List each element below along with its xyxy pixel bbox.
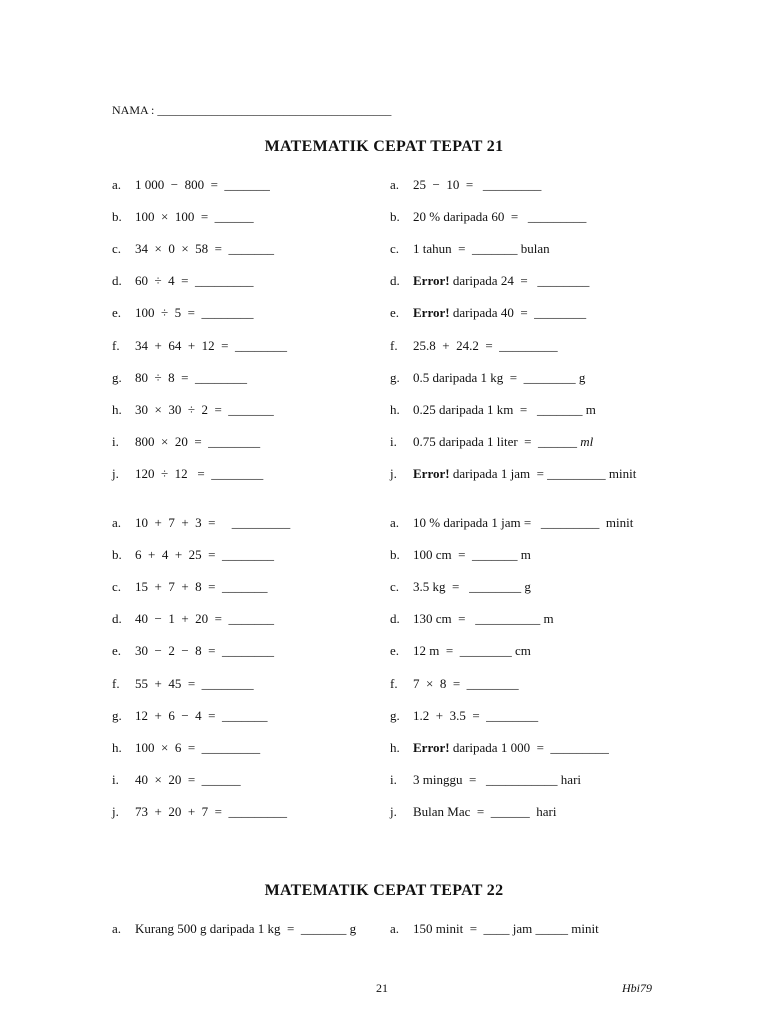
- question-row: [390, 739, 609, 757]
- question-text: 100 ÷ 5 = ________: [135, 305, 254, 320]
- question-letter: a.: [390, 515, 400, 530]
- question-text: 30 − 2 − 8 = ________: [135, 643, 274, 658]
- question-row: [390, 240, 550, 258]
- question-row: [390, 610, 554, 628]
- error-marker: Error!: [413, 305, 450, 320]
- question-row: [112, 176, 270, 194]
- question-text: 100 cm = _______ m: [413, 547, 531, 562]
- question-text: 25.8 + 24.2 = _________: [413, 338, 558, 353]
- question-letter: i.: [390, 772, 397, 787]
- question-text: 100 × 6 = _________: [135, 740, 261, 755]
- question-letter: c.: [390, 241, 400, 256]
- question-text: 1 000 − 800 = _______: [135, 177, 270, 192]
- question-text: Bulan Mac = ______ hari: [413, 804, 557, 819]
- question-letter: b.: [390, 209, 400, 224]
- question-row: [112, 803, 287, 821]
- question-letter: g.: [112, 370, 122, 385]
- question-letter: j.: [390, 804, 397, 819]
- question-text: 55 + 45 = ________: [135, 676, 254, 691]
- error-marker: Error!: [413, 273, 450, 288]
- question-text: 6 + 4 + 25 = ________: [135, 547, 274, 562]
- question-letter: e.: [112, 305, 122, 320]
- question-letter: i.: [390, 434, 397, 449]
- error-marker: Error!: [413, 740, 450, 755]
- question-row: [390, 546, 531, 564]
- question-text: 73 + 20 + 7 = _________: [135, 804, 287, 819]
- question-letter: h.: [112, 402, 122, 417]
- question-text: Kurang 500 g daripada 1 kg = _______ g: [135, 921, 357, 936]
- question-row: [112, 610, 274, 628]
- question-row: [390, 578, 531, 596]
- question-letter: d.: [112, 273, 122, 288]
- question-letter: a.: [112, 515, 122, 530]
- question-row: [390, 771, 581, 789]
- question-letter: f.: [112, 676, 120, 691]
- question-row: [112, 739, 260, 757]
- question-letter: h.: [390, 740, 400, 755]
- question-text: 7 × 8 = ________: [413, 676, 519, 691]
- question-text: 0.5 daripada 1 kg = ________ g: [413, 370, 586, 385]
- question-text: 1.2 + 3.5 = ________: [413, 708, 539, 723]
- question-row: [112, 433, 260, 451]
- question-text: daripada 1 000 = _________: [449, 740, 609, 755]
- name-line: NAMA : _______________________________________: [112, 103, 392, 117]
- question-letter: b.: [390, 547, 400, 562]
- question-text: 10 + 7 + 3 = _________: [135, 515, 291, 530]
- question-letter: d.: [112, 611, 122, 626]
- question-text: 130 cm = __________ m: [413, 611, 554, 626]
- question-text: 30 × 30 ÷ 2 = _______: [135, 402, 274, 417]
- question-row: [390, 304, 586, 322]
- question-text: 40 × 20 = ______: [135, 772, 241, 787]
- question-letter: c.: [112, 241, 122, 256]
- question-letter: a.: [112, 177, 122, 192]
- question-letter: a.: [390, 921, 400, 936]
- question-text: 3.5 kg = ________ g: [413, 579, 531, 594]
- question-letter: b.: [112, 547, 122, 562]
- question-letter: f.: [390, 338, 398, 353]
- unit-label: ml: [580, 434, 594, 449]
- question-text: 20 % daripada 60 = _________: [413, 209, 587, 224]
- question-text: 120 ÷ 12 = ________: [135, 466, 264, 481]
- question-letter: e.: [112, 643, 122, 658]
- question-letter: c.: [390, 579, 400, 594]
- question-text: 80 ÷ 8 = ________: [135, 370, 247, 385]
- question-text: 800 × 20 = ________: [135, 434, 261, 449]
- question-row: [390, 433, 593, 451]
- question-row: [112, 707, 268, 725]
- question-row: [390, 208, 586, 226]
- question-row: [112, 240, 274, 258]
- question-letter: h.: [112, 740, 122, 755]
- question-letter: b.: [112, 209, 122, 224]
- question-text: 34 × 0 × 58 = _______: [135, 241, 274, 256]
- question-letter: c.: [112, 579, 122, 594]
- question-row: [390, 176, 541, 194]
- question-row: [112, 578, 268, 596]
- question-text: 1 tahun = _______ bulan: [413, 241, 550, 256]
- question-letter: i.: [112, 434, 119, 449]
- question-letter: g.: [390, 708, 400, 723]
- question-letter: j.: [112, 466, 119, 481]
- question-row: [112, 337, 287, 355]
- question-row: [390, 642, 531, 660]
- question-text: daripada 1 jam = _________ minit: [449, 466, 637, 481]
- question-row: [112, 272, 253, 290]
- question-text: daripada 24 = ________: [449, 273, 590, 288]
- question-row: [112, 208, 254, 226]
- question-row: [390, 337, 558, 355]
- worksheet-title-22: MATEMATIK CEPAT TEPAT 22: [264, 882, 504, 899]
- question-letter: a.: [390, 177, 400, 192]
- question-row: [112, 369, 247, 387]
- question-row: [112, 465, 263, 483]
- question-row: [112, 514, 290, 532]
- question-text: 10 % daripada 1 jam = _________ minit: [413, 515, 634, 530]
- question-letter: g.: [112, 708, 122, 723]
- page-number: 21: [376, 981, 388, 995]
- question-row: [390, 920, 599, 938]
- question-letter: h.: [390, 402, 400, 417]
- question-row: [112, 920, 356, 938]
- question-text: 0.75 daripada 1 liter = ______: [413, 434, 581, 449]
- question-row: [112, 771, 241, 789]
- question-row: [390, 272, 589, 290]
- question-letter: d.: [390, 273, 400, 288]
- question-letter: i.: [112, 772, 119, 787]
- question-row: [390, 675, 519, 693]
- question-text: 12 m = ________ cm: [413, 643, 531, 658]
- question-letter: f.: [390, 676, 398, 691]
- question-letter: e.: [390, 305, 400, 320]
- question-text: daripada 40 = ________: [449, 305, 587, 320]
- question-text: 15 + 7 + 8 = _______: [135, 579, 268, 594]
- question-letter: j.: [112, 804, 119, 819]
- question-text: 60 ÷ 4 = _________: [135, 273, 254, 288]
- question-row: [390, 369, 585, 387]
- document-code: Hbi79: [622, 981, 652, 995]
- question-letter: e.: [390, 643, 400, 658]
- question-text: 12 + 6 − 4 = _______: [135, 708, 268, 723]
- question-row: [390, 707, 538, 725]
- question-row: [390, 803, 556, 821]
- question-letter: a.: [112, 921, 122, 936]
- question-row: [112, 642, 274, 660]
- question-row: [112, 304, 253, 322]
- question-text: 34 + 64 + 12 = ________: [135, 338, 287, 353]
- question-text: 100 × 100 = ______: [135, 209, 254, 224]
- question-row: [390, 465, 636, 483]
- worksheet-title-21: MATEMATIK CEPAT TEPAT 21: [264, 138, 504, 155]
- question-letter: j.: [390, 466, 397, 481]
- question-row: [390, 401, 596, 419]
- question-row: [112, 546, 274, 564]
- question-text: 150 minit = ____ jam _____ minit: [413, 921, 599, 936]
- question-letter: g.: [390, 370, 400, 385]
- question-text: 3 minggu = ___________ hari: [413, 772, 582, 787]
- question-text: 40 − 1 + 20 = _______: [135, 611, 274, 626]
- question-text: 25 − 10 = _________: [413, 177, 542, 192]
- error-marker: Error!: [413, 466, 450, 481]
- question-row: [390, 514, 633, 532]
- question-letter: f.: [112, 338, 120, 353]
- question-letter: d.: [390, 611, 400, 626]
- question-row: [112, 675, 254, 693]
- question-row: [112, 401, 274, 419]
- question-text: 0.25 daripada 1 km = _______ m: [413, 402, 596, 417]
